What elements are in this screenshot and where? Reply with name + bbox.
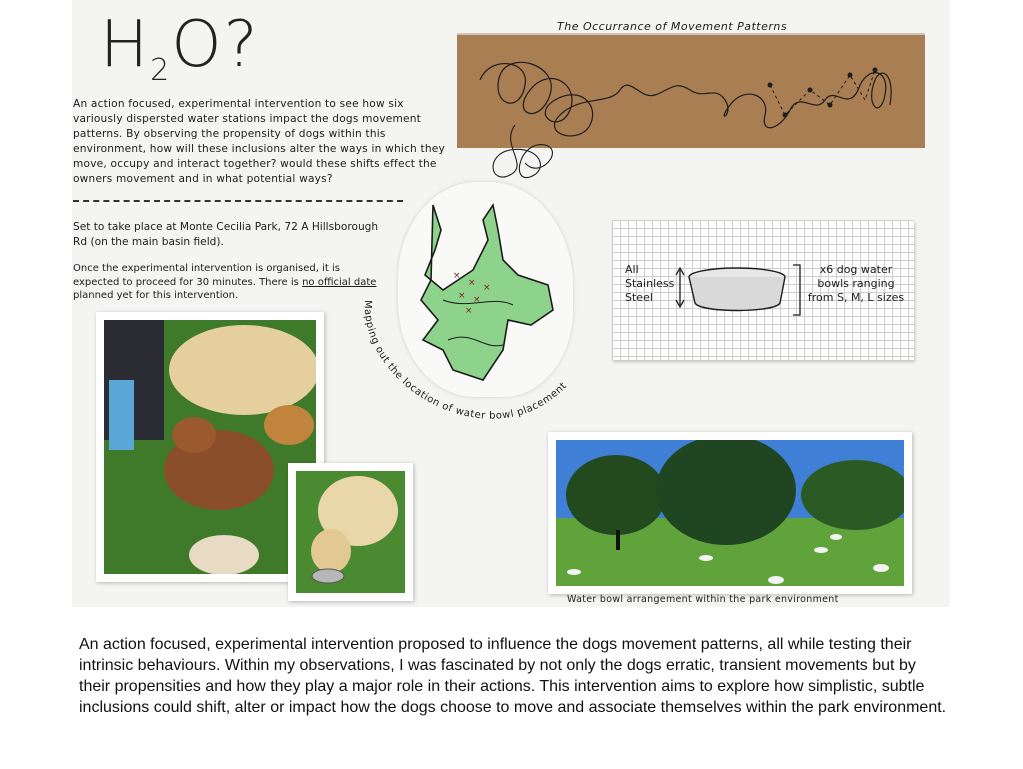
svg-text:×: × [465, 306, 473, 316]
title-letter-h: H [100, 8, 151, 82]
location-text: Set to take place at Monte Cecilia Park, 72 A Hillsborough Rd (on the main basin field). [73, 221, 379, 248]
bowl-count-label: x6 dog water bowls ranging from S, M, L sizes [807, 263, 905, 304]
page-title [100, 10, 260, 106]
title-subscript: 2 [150, 52, 172, 88]
title-rest: O? [171, 8, 260, 82]
movement-title: The Occurrance of Movement Patterns [557, 20, 788, 33]
water-bowl-drawing [675, 255, 810, 325]
park-photo [548, 432, 912, 594]
svg-text:×: × [468, 278, 476, 288]
dog-bowl-photo [288, 463, 413, 601]
map-caption-arc [345, 290, 595, 440]
dashed-divider [73, 200, 403, 202]
movement-scribble [470, 45, 910, 185]
svg-text:×: × [473, 295, 481, 305]
bowl-material-label: All Stainless Steel [625, 263, 675, 304]
duration-text [73, 262, 383, 303]
intro-text: An action focused, experimental intervention to see how six variously dispersted water stations impact the dogs movement patterns. By observing the propensity of dogs within this environment, how will these inclusions alter the ways in which they move, occupy and interact together? would these shifts effect the owners movement and in what potential ways? [73, 98, 445, 185]
svg-text:×: × [483, 283, 491, 293]
svg-text:×: × [453, 271, 461, 281]
svg-text:Mapping out the location of wa [362, 300, 569, 422]
map-caption: Mapping out the location of water bowl placement [361, 299, 570, 422]
svg-text:×: × [458, 291, 466, 301]
duration-before: Once the experimental intervention is organised, it is expected to proceed for 30 minutes. There is [73, 263, 340, 288]
description-paragraph: An action focused, experimental intervention proposed to influence the dogs movement patterns, all while testing their intrinsic behaviours. Within my observations, I was fascinated by not only the dogs erratic, transient movements but by their propensities and how they play a major role in their actions. This intervention aims to explore how simplistic, subtle inclusions could shift, alter or impact how the dogs choose to move and associate themselves within the park environment. [79, 636, 947, 716]
duration-after: planned yet for this intervention. [73, 290, 239, 301]
park-caption: Water bowl arrangement within the park environment [567, 594, 839, 605]
duration-underlined: no official date [302, 276, 377, 288]
